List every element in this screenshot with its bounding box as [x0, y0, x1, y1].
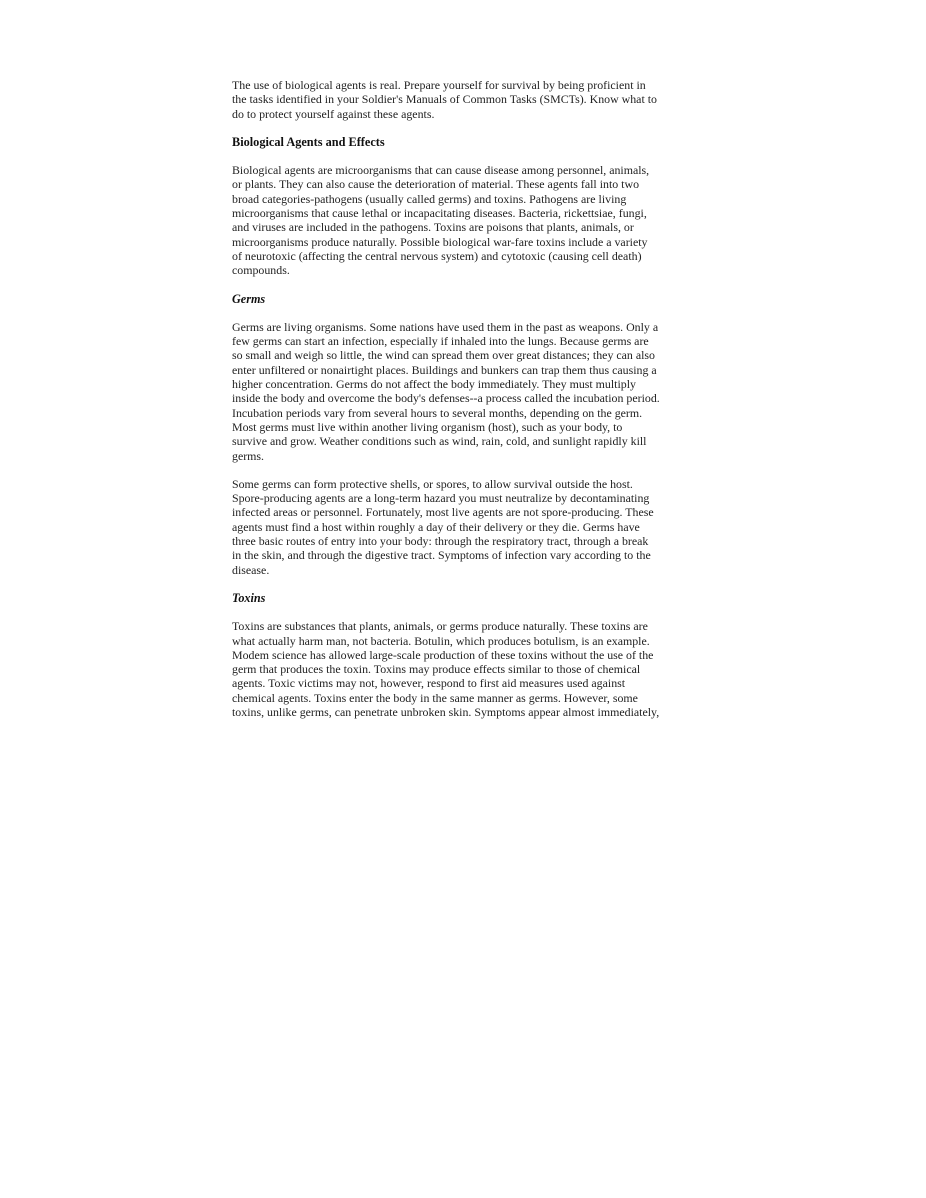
text-line: of neurotoxic (affecting the central nervous system) and cytotoxic (causing cell death)	[232, 248, 642, 263]
text-line: disease.	[232, 562, 270, 577]
text-line: Modem science has allowed large-scale production of these toxins without the use of the	[232, 647, 654, 662]
text-line: Toxins are substances that plants, animals, or germs produce naturally. These toxins are	[232, 619, 648, 634]
text-line: compounds.	[232, 263, 290, 278]
biological-agents-paragraph	[232, 163, 702, 277]
text-line: three basic routes of entry into your body: through the respiratory tract, through a break	[232, 534, 649, 549]
text-line: Incubation periods vary from several hours to several months, depending on the germ.	[232, 405, 643, 420]
text-line: The use of biological agents is real. Prepare yourself for survival by being proficient in	[232, 78, 646, 92]
text-line: Germs are living organisms. Some nations have used them in the past as weapons. Only a	[232, 319, 659, 334]
text-line: microorganisms that cause lethal or incapacitating diseases. Bacteria, rickettsiae, fungi,	[232, 206, 647, 221]
text-line: germ that produces the toxin. Toxins may produce effects similar to those of chemical	[232, 662, 641, 677]
text-line: agents must find a host within roughly a day of their delivery or they die. Germs have	[232, 519, 640, 534]
text-line: broad categories-pathogens (usually called germs) and toxins. Pathogens are living	[232, 191, 627, 206]
germs-paragraph-2	[232, 477, 702, 577]
text-line: microorganisms produce naturally. Possible biological war-fare toxins include a variety	[232, 234, 648, 249]
germs-title: Germs	[232, 291, 266, 306]
text-line: Biological agents are microorganisms that can cause disease among personnel, animals,	[232, 163, 650, 178]
section-title: Biological Agents and Effects	[232, 134, 385, 149]
document-body	[232, 78, 702, 733]
text-line: enter unfiltered or nonairtight places. Buildings and bunkers can trap them thus causing a	[232, 362, 657, 377]
text-line: Spore-producing agents are a long-term hazard you must neutralize by decontaminating	[232, 491, 650, 506]
text-line: the tasks identified in your Soldier's Manuals of Common Tasks (SMCTs). Know what to	[232, 92, 657, 107]
text-line: higher concentration. Germs do not affect the body immediately. They must multiply	[232, 377, 636, 392]
text-line: Some germs can form protective shells, or spores, to allow survival outside the host.	[232, 476, 633, 491]
text-line: infected areas or personnel. Fortunately, most live agents are not spore-producing. These	[232, 505, 654, 520]
text-line: germs.	[232, 448, 265, 463]
text-line: toxins, unlike germs, can penetrate unbroken skin. Symptoms appear almost immediately,	[232, 704, 660, 719]
text-line: Most germs must live within another living organism (host), such as your body, to	[232, 419, 623, 434]
text-line: and viruses are included in the pathogens. Toxins are poisons that plants, animals, or	[232, 220, 634, 235]
text-line: few germs can start an infection, especially if inhaled into the lungs. Because germs are	[232, 334, 649, 349]
text-line: inside the body and overcome the body's defenses--a process called the incubation period.	[232, 391, 660, 406]
toxins-paragraph	[232, 619, 702, 719]
text-line: survive and grow. Weather conditions such as wind, rain, cold, and sunlight rapidly kill	[232, 434, 647, 449]
text-line: so small and weigh so little, the wind can spread them over great distances; they can also	[232, 348, 655, 363]
text-line: agents. Toxic victims may not, however, respond to first aid measures used against	[232, 676, 626, 691]
text-line: what actually harm man, not bacteria. Botulin, which produces botulism, is an example.	[232, 633, 650, 648]
text-line: in the skin, and through the digestive tract. Symptoms of infection vary according to the	[232, 548, 651, 563]
germs-paragraph-1	[232, 320, 702, 463]
text-line: or plants. They can also cause the deterioration of material. These agents fall into two	[232, 177, 640, 192]
text-line: chemical agents. Toxins enter the body in the same manner as germs. However, some	[232, 690, 638, 705]
intro-paragraph	[232, 78, 702, 121]
toxins-title: Toxins	[232, 590, 266, 605]
text-line: do to protect yourself against these agents.	[232, 106, 435, 121]
